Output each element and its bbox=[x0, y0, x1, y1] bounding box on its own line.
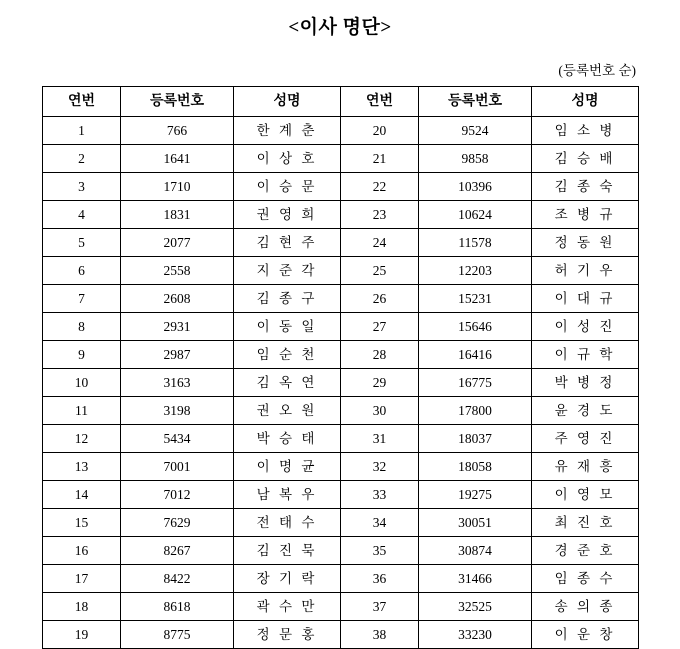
cell-seq-right: 22 bbox=[341, 173, 419, 201]
column-header-seq-left: 연번 bbox=[43, 87, 121, 117]
cell-seq-left: 17 bbox=[43, 565, 121, 593]
cell-seq-left: 10 bbox=[43, 369, 121, 397]
cell-name-left: 박 승 태 bbox=[234, 425, 341, 453]
table-header bbox=[43, 87, 639, 117]
cell-seq-right: 29 bbox=[341, 369, 419, 397]
cell-name-left: 김 진 묵 bbox=[234, 537, 341, 565]
table-row bbox=[43, 257, 639, 285]
cell-name-right: 이 성 진 bbox=[532, 313, 639, 341]
cell-reg-right: 9524 bbox=[419, 117, 532, 145]
cell-seq-right: 23 bbox=[341, 201, 419, 229]
cell-reg-left: 2077 bbox=[121, 229, 234, 257]
cell-reg-left: 2987 bbox=[121, 341, 234, 369]
table-row bbox=[43, 201, 639, 229]
cell-name-right: 유 재 흥 bbox=[532, 453, 639, 481]
cell-reg-left: 1831 bbox=[121, 201, 234, 229]
cell-name-right: 허 기 우 bbox=[532, 257, 639, 285]
cell-reg-left: 7629 bbox=[121, 509, 234, 537]
cell-seq-right: 28 bbox=[341, 341, 419, 369]
cell-name-left: 이 상 호 bbox=[234, 145, 341, 173]
cell-reg-right: 15231 bbox=[419, 285, 532, 313]
cell-reg-left: 766 bbox=[121, 117, 234, 145]
cell-seq-left: 13 bbox=[43, 453, 121, 481]
cell-seq-right: 27 bbox=[341, 313, 419, 341]
cell-name-right: 김 종 숙 bbox=[532, 173, 639, 201]
table-body bbox=[43, 117, 639, 649]
cell-name-right: 임 종 수 bbox=[532, 565, 639, 593]
cell-seq-right: 37 bbox=[341, 593, 419, 621]
cell-seq-left: 15 bbox=[43, 509, 121, 537]
table-row bbox=[43, 173, 639, 201]
table-row bbox=[43, 229, 639, 257]
cell-name-left: 권 오 원 bbox=[234, 397, 341, 425]
column-header-name-left: 성명 bbox=[234, 87, 341, 117]
cell-name-right: 윤 경 도 bbox=[532, 397, 639, 425]
table-row bbox=[43, 453, 639, 481]
cell-reg-left: 8775 bbox=[121, 621, 234, 649]
cell-reg-left: 3198 bbox=[121, 397, 234, 425]
cell-name-left: 이 승 문 bbox=[234, 173, 341, 201]
table-row bbox=[43, 117, 639, 145]
table-row bbox=[43, 145, 639, 173]
cell-reg-left: 2558 bbox=[121, 257, 234, 285]
cell-reg-left: 1710 bbox=[121, 173, 234, 201]
cell-reg-right: 11578 bbox=[419, 229, 532, 257]
cell-name-left: 남 복 우 bbox=[234, 481, 341, 509]
cell-seq-left: 4 bbox=[43, 201, 121, 229]
cell-seq-left: 19 bbox=[43, 621, 121, 649]
table-row bbox=[43, 369, 639, 397]
cell-reg-left: 3163 bbox=[121, 369, 234, 397]
cell-reg-left: 2931 bbox=[121, 313, 234, 341]
cell-seq-left: 8 bbox=[43, 313, 121, 341]
cell-reg-left: 8618 bbox=[121, 593, 234, 621]
cell-reg-right: 30051 bbox=[419, 509, 532, 537]
cell-name-left: 권 영 희 bbox=[234, 201, 341, 229]
cell-reg-right: 10624 bbox=[419, 201, 532, 229]
cell-reg-right: 16775 bbox=[419, 369, 532, 397]
cell-seq-left: 12 bbox=[43, 425, 121, 453]
cell-reg-right: 10396 bbox=[419, 173, 532, 201]
cell-seq-right: 20 bbox=[341, 117, 419, 145]
cell-seq-right: 38 bbox=[341, 621, 419, 649]
cell-seq-right: 24 bbox=[341, 229, 419, 257]
page-title: <이사 명단> bbox=[288, 17, 392, 38]
cell-name-left: 김 종 구 bbox=[234, 285, 341, 313]
column-header-reg-right: 등록번호 bbox=[419, 87, 532, 117]
cell-seq-right: 33 bbox=[341, 481, 419, 509]
cell-name-left: 임 순 천 bbox=[234, 341, 341, 369]
cell-name-left: 한 계 춘 bbox=[234, 117, 341, 145]
roster-table bbox=[42, 86, 639, 649]
table-row bbox=[43, 509, 639, 537]
cell-name-right: 김 승 배 bbox=[532, 145, 639, 173]
table-row bbox=[43, 313, 639, 341]
cell-name-right: 최 진 호 bbox=[532, 509, 639, 537]
ordering-note: (등록번호 순) bbox=[558, 63, 636, 78]
cell-name-left: 곽 수 만 bbox=[234, 593, 341, 621]
table-row bbox=[43, 593, 639, 621]
cell-seq-right: 34 bbox=[341, 509, 419, 537]
cell-name-right: 주 영 진 bbox=[532, 425, 639, 453]
cell-reg-left: 8422 bbox=[121, 565, 234, 593]
cell-seq-left: 16 bbox=[43, 537, 121, 565]
cell-reg-left: 7001 bbox=[121, 453, 234, 481]
cell-reg-right: 30874 bbox=[419, 537, 532, 565]
cell-name-left: 김 현 주 bbox=[234, 229, 341, 257]
cell-seq-left: 2 bbox=[43, 145, 121, 173]
cell-reg-left: 5434 bbox=[121, 425, 234, 453]
table-row bbox=[43, 397, 639, 425]
cell-reg-left: 7012 bbox=[121, 481, 234, 509]
table-row bbox=[43, 481, 639, 509]
table-row bbox=[43, 341, 639, 369]
cell-name-left: 김 옥 연 bbox=[234, 369, 341, 397]
cell-name-right: 이 영 모 bbox=[532, 481, 639, 509]
cell-seq-left: 9 bbox=[43, 341, 121, 369]
cell-name-right: 조 병 규 bbox=[532, 201, 639, 229]
cell-seq-left: 11 bbox=[43, 397, 121, 425]
cell-reg-right: 31466 bbox=[419, 565, 532, 593]
cell-name-right: 경 준 호 bbox=[532, 537, 639, 565]
cell-name-right: 이 규 학 bbox=[532, 341, 639, 369]
cell-reg-right: 12203 bbox=[419, 257, 532, 285]
cell-reg-left: 1641 bbox=[121, 145, 234, 173]
cell-name-left: 정 문 홍 bbox=[234, 621, 341, 649]
cell-reg-right: 33230 bbox=[419, 621, 532, 649]
cell-seq-right: 25 bbox=[341, 257, 419, 285]
table-row bbox=[43, 537, 639, 565]
table-header-row bbox=[43, 87, 639, 117]
cell-seq-right: 36 bbox=[341, 565, 419, 593]
cell-reg-right: 32525 bbox=[419, 593, 532, 621]
cell-name-left: 전 태 수 bbox=[234, 509, 341, 537]
column-header-reg-left: 등록번호 bbox=[121, 87, 234, 117]
cell-seq-right: 30 bbox=[341, 397, 419, 425]
cell-name-left: 지 준 각 bbox=[234, 257, 341, 285]
table-row bbox=[43, 285, 639, 313]
cell-name-right: 이 대 규 bbox=[532, 285, 639, 313]
cell-seq-right: 21 bbox=[341, 145, 419, 173]
cell-seq-right: 35 bbox=[341, 537, 419, 565]
table-row bbox=[43, 565, 639, 593]
cell-seq-right: 26 bbox=[341, 285, 419, 313]
cell-name-right: 박 병 정 bbox=[532, 369, 639, 397]
table-row bbox=[43, 425, 639, 453]
cell-seq-right: 31 bbox=[341, 425, 419, 453]
cell-seq-left: 6 bbox=[43, 257, 121, 285]
document-page bbox=[0, 12, 680, 642]
cell-seq-left: 7 bbox=[43, 285, 121, 313]
cell-name-left: 이 명 균 bbox=[234, 453, 341, 481]
column-header-seq-right: 연번 bbox=[341, 87, 419, 117]
table-row bbox=[43, 621, 639, 649]
cell-name-right: 정 동 원 bbox=[532, 229, 639, 257]
cell-name-left: 이 동 일 bbox=[234, 313, 341, 341]
cell-seq-left: 5 bbox=[43, 229, 121, 257]
cell-seq-left: 3 bbox=[43, 173, 121, 201]
cell-seq-right: 32 bbox=[341, 453, 419, 481]
cell-name-left: 장 기 락 bbox=[234, 565, 341, 593]
cell-seq-left: 1 bbox=[43, 117, 121, 145]
cell-reg-right: 15646 bbox=[419, 313, 532, 341]
cell-reg-right: 9858 bbox=[419, 145, 532, 173]
cell-seq-left: 18 bbox=[43, 593, 121, 621]
cell-reg-right: 19275 bbox=[419, 481, 532, 509]
cell-name-right: 이 운 창 bbox=[532, 621, 639, 649]
cell-name-right: 송 의 종 bbox=[532, 593, 639, 621]
cell-reg-right: 18058 bbox=[419, 453, 532, 481]
cell-reg-right: 18037 bbox=[419, 425, 532, 453]
cell-seq-left: 14 bbox=[43, 481, 121, 509]
cell-reg-left: 8267 bbox=[121, 537, 234, 565]
cell-reg-right: 17800 bbox=[419, 397, 532, 425]
cell-reg-left: 2608 bbox=[121, 285, 234, 313]
column-header-name-right: 성명 bbox=[532, 87, 639, 117]
cell-reg-right: 16416 bbox=[419, 341, 532, 369]
cell-name-right: 임 소 병 bbox=[532, 117, 639, 145]
